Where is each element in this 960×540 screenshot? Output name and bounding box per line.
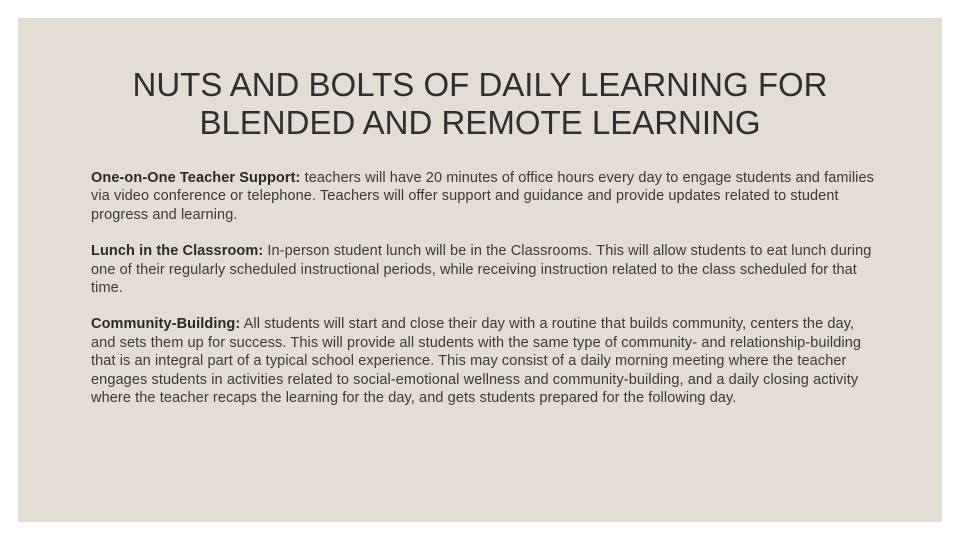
- paragraph-text: All students will start and close their day with a routine that builds community, centers the day, and sets them up for success. This will provide all students with the same type of community- and relationship-building that is an integral part of a typical school experience. This may consist of a daily morning meeting where the teacher engages students in activities related to social-emotional wellness and community-building, and a daily closing activity where the teacher recaps the learning for the day, and gets students prepared for the following day.: [91, 316, 862, 407]
- paragraph-text: In-person student lunch will be in the Classrooms. This will allow students to eat lunch during one of their regularly scheduled instructional periods, while receiving instruction related to the class scheduled for that time.: [91, 243, 872, 297]
- paragraph-teacher-support: [91, 169, 881, 224]
- paragraph-lead: One-on-One Teacher Support:: [91, 170, 301, 186]
- slide-title-line-2: BLENDED AND REMOTE LEARNING: [199, 104, 761, 141]
- slide-body: [91, 169, 881, 425]
- slide-title-line-1: NUTS AND BOLTS OF DAILY LEARNING FOR: [132, 66, 828, 103]
- paragraph-lead: Lunch in the Classroom:: [91, 243, 264, 260]
- slide: [18, 18, 942, 522]
- paragraph-text: teachers will have 20 minutes of office hours every day to engage students and families via video conference or telephone. Teachers will offer support and guidance and provide updates related to student progress and learning.: [91, 170, 875, 223]
- slide-title: [58, 66, 902, 142]
- paragraph-lead: Community-Building:: [91, 316, 241, 333]
- paragraph-lunch-classroom: [91, 242, 881, 297]
- paragraph-community-building: [91, 315, 881, 407]
